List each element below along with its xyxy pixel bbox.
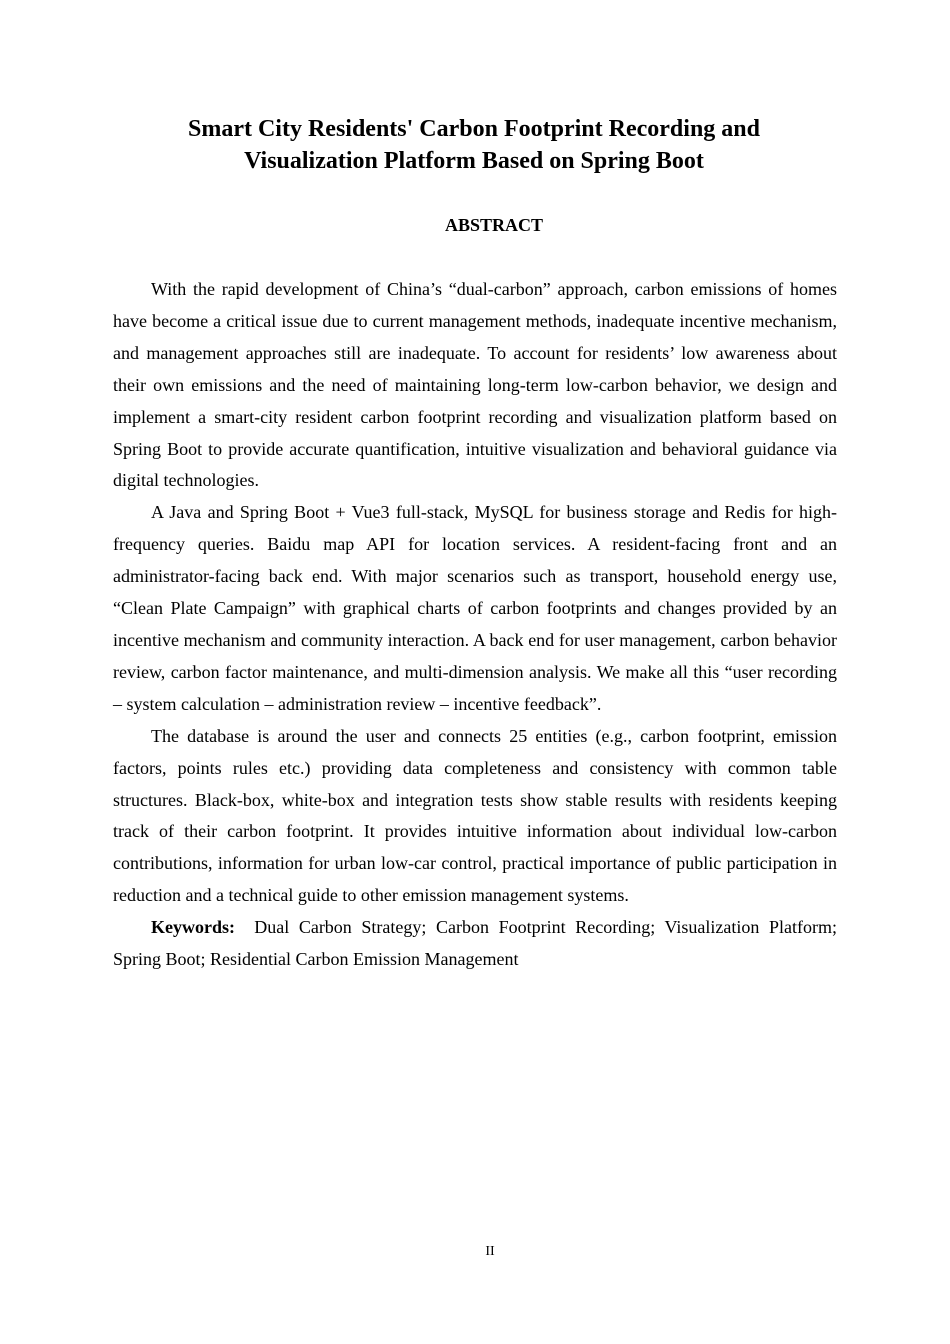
- abstract-heading: ABSTRACT: [444, 215, 544, 235]
- keywords-text: Dual Carbon Strategy; Carbon Footprint Recording; Visualization Platform; Spring Boot; Residential Carbon Emission Management: [113, 917, 837, 970]
- page-number: II: [485, 1244, 495, 1259]
- keywords-label: Keywords:: [151, 917, 235, 938]
- title-line-2: Visualization Platform Based on Spring Boot: [244, 148, 704, 174]
- abstract-paragraph: A Java and Spring Boot + Vue3 full-stack, MySQL for business storage and Redis for high-frequency queries. Baidu map API for location services. A resident-facing front and an administrator-facing back end. With major scenarios such as transport, household energy use, “Clean Plate Campaign” with graphical charts of carbon footprints and changes provided by an incentive mechanism and community interaction. A back end for user management, carbon behavior review, carbon factor maintenance, and multi-dimension analysis. We make all this “user recording – system calculation – administration review – incentive feedback”.: [113, 502, 837, 714]
- abstract-paragraph: With the rapid development of China’s “dual-carbon” approach, carbon emissions of homes have become a critical issue due to current management methods, inadequate incentive mechanism, and management approaches still are inadequate. To account for residents’ low awareness about their own emissions and the need of maintaining long-term low-carbon behavior, we design and implement a smart-city resident carbon footprint recording and visualization platform based on Spring Boot to provide accurate quantification, intuitive visualization and behavioral guidance via digital technologies.: [113, 279, 837, 491]
- keywords-paragraph: [113, 912, 837, 976]
- abstract-paragraph: The database is around the user and connects 25 entities (e.g., carbon footprint, emission factors, points rules etc.) providing data completeness and consistency with common table structures. Black-box, white-box and integration tests show stable results with residents keeping track of their carbon footprint. It provides intuitive information about individual low-carbon contributions, information for urban low-car control, practical importance of public participation in reduction and a technical guide to other emission management systems.: [113, 725, 837, 906]
- document-title: [113, 113, 835, 177]
- abstract-body: [113, 274, 837, 976]
- title-line-1: Smart City Residents' Carbon Footprint Recording and: [187, 116, 760, 142]
